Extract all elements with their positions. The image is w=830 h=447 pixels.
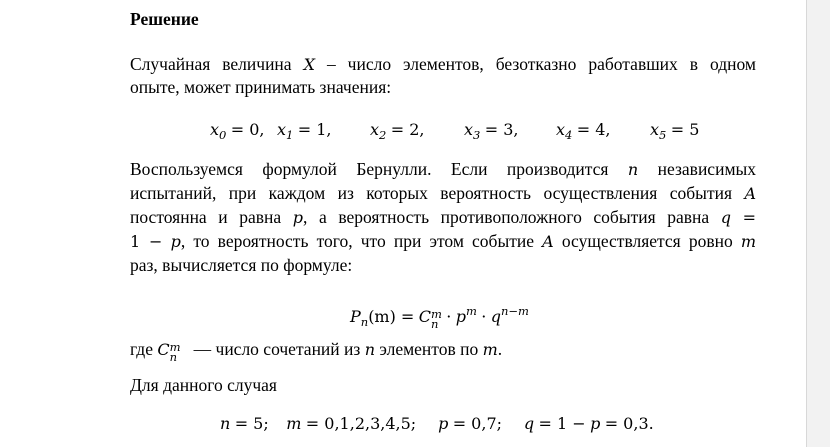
bernoulli-text: Воспользуемся формулой Бернулли. Если производится	[130, 159, 609, 179]
where-C-indices	[170, 342, 181, 362]
intro-text-before: Случайная величина	[130, 54, 292, 74]
value-sub: 5	[659, 128, 667, 142]
value-var: x	[650, 120, 660, 139]
params-line	[220, 412, 654, 435]
value-var: x	[370, 120, 380, 139]
bernoulli-text: независимых	[657, 159, 757, 179]
bernoulli-text: осуществляется ровно	[561, 231, 733, 251]
formula-q-sup: n−m	[500, 304, 529, 318]
var-p: p	[170, 232, 181, 251]
intro-line-1	[130, 53, 756, 76]
value-x2	[370, 118, 425, 146]
var-a: A	[744, 184, 756, 203]
var-a: A	[542, 232, 554, 251]
one-minus: 1 −	[130, 232, 163, 251]
param-p-value: = 0,7;	[452, 414, 503, 433]
formula-C-indices	[431, 309, 442, 329]
bernoulli-text: , а вероятность противоположного события равна	[303, 207, 710, 227]
intro-text-after: – число элементов, безотказно работавших в одном	[326, 54, 757, 74]
value-var: x	[277, 120, 287, 139]
var-q: q	[720, 208, 731, 227]
value-eq: = 2,	[390, 120, 425, 139]
value-x5	[650, 118, 699, 146]
param-q: q	[523, 414, 535, 433]
case-line: Для данного случая	[130, 375, 277, 395]
equals-sign: =	[742, 208, 756, 227]
var-m: m	[740, 232, 757, 251]
bernoulli-line-5: раз, вычисляется по формуле:	[130, 255, 353, 275]
value-eq: = 4,	[576, 120, 611, 139]
param-m: m	[286, 414, 302, 433]
value-sub: 4	[565, 128, 573, 142]
value-sub: 1	[286, 128, 294, 142]
where-C-sub: n	[169, 350, 178, 364]
bernoulli-line-4	[130, 230, 756, 253]
param-p: p	[590, 414, 601, 433]
var-n: n	[364, 340, 376, 359]
formula-C-sub: n	[430, 317, 439, 331]
formula-dot: ·	[481, 307, 487, 326]
value-eq: = 0,	[230, 120, 265, 139]
value-x4	[556, 118, 611, 146]
formula-C-sup: m	[430, 307, 442, 321]
formula-P: P	[350, 307, 361, 326]
formula-q: q	[490, 307, 501, 326]
values-row	[0, 118, 806, 140]
where-C: C	[157, 340, 170, 359]
bernoulli-line-1	[130, 158, 756, 181]
bernoulli-line-2	[130, 182, 756, 205]
bernoulli-line-3	[130, 206, 756, 229]
formula-p: p	[455, 307, 466, 326]
formula-P-sub: n	[360, 315, 369, 329]
formula-dot: ·	[446, 307, 452, 326]
value-var: x	[210, 120, 220, 139]
value-eq: = 5	[670, 120, 700, 139]
formula-C: C	[418, 307, 431, 326]
param-n-value: = 5;	[234, 414, 269, 433]
value-sub: 0	[219, 128, 227, 142]
where-text: элементов по	[379, 339, 479, 359]
where-line	[130, 338, 502, 362]
var-p: p	[292, 208, 303, 227]
param-q-value: = 1 −	[538, 414, 586, 433]
where-C-sup: m	[169, 340, 181, 354]
param-p: p	[438, 414, 449, 433]
value-sub: 2	[379, 128, 387, 142]
bernoulli-formula	[350, 300, 529, 333]
where-word: где	[130, 339, 153, 359]
bernoulli-text: испытаний, при каждом из которых вероятность осуществления события	[130, 183, 732, 203]
var-m: m	[482, 340, 498, 359]
value-x3	[464, 118, 519, 146]
section-heading: Решение	[130, 9, 199, 29]
param-q-result: = 0,3.	[604, 414, 654, 433]
value-x1	[277, 118, 332, 146]
value-eq: = 3,	[484, 120, 519, 139]
param-m-value: = 0,1,2,3,4,5;	[305, 414, 417, 433]
where-text: — число сочетаний из	[193, 339, 361, 359]
bernoulli-text: , то вероятность того, что при этом событие	[180, 231, 534, 251]
formula-p-sup: m	[465, 304, 477, 318]
value-var: x	[556, 120, 566, 139]
value-eq: = 1,	[297, 120, 332, 139]
value-var: x	[464, 120, 474, 139]
param-n: n	[220, 414, 231, 433]
value-sub: 3	[473, 128, 481, 142]
value-x0	[210, 118, 265, 146]
bernoulli-text: постоянна и равна	[130, 207, 282, 227]
period: .	[497, 339, 503, 359]
var-n: n	[627, 160, 639, 179]
intro-line-2: опыте, может принимать значения:	[130, 77, 392, 97]
formula-arg: (m) =	[368, 307, 415, 326]
random-variable-x: X	[303, 55, 315, 74]
